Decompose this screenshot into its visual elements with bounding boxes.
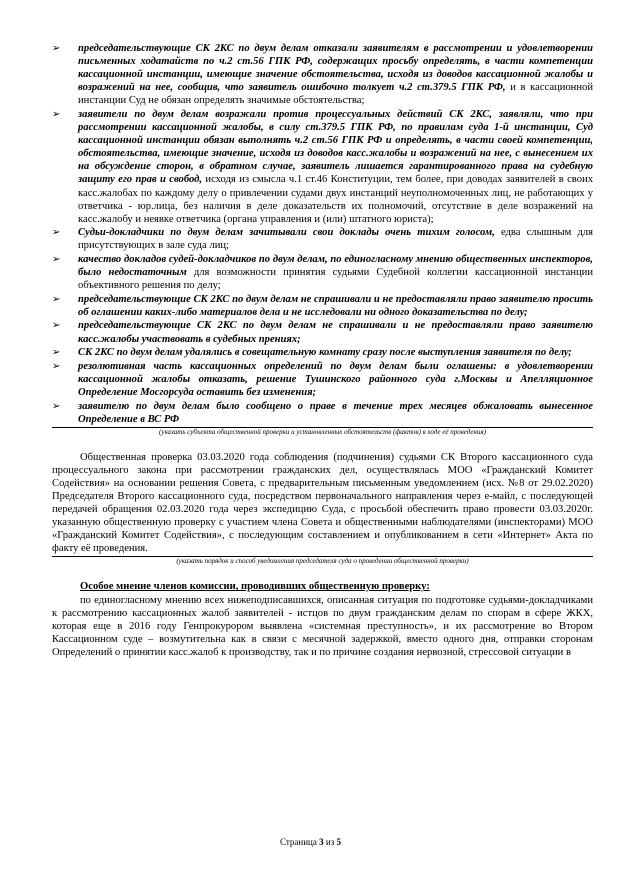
bullet-plain-text: исходя из смысла ч.1 ст.46 Конституции, тем более, при доводах заявителей в своих касс.жалобах по каждому делу о привлечении судами двух инстанций неуполномоченных лиц, не работающих у ответчика - юр.лица, без наличия в деле доказательств их полномочий, отсутствие в деле возражений на касс.жалобу и неявке ответчика (органа управления и (или) штатного юриста); (78, 174, 593, 225)
section-heading: Особое мнение членов комиссии, проводивших общественную проверку: (80, 581, 430, 593)
bullet-item (52, 360, 593, 399)
bullet-arrow-icon: ➢ (52, 108, 61, 120)
bullet-plain-text: для возможности принятия судьями Судебной коллегии кассационной инстанции объективного решения по делу; (78, 267, 593, 292)
bullet-arrow-icon: ➢ (52, 360, 61, 372)
bullet-list (52, 42, 593, 426)
bullet-item (52, 108, 593, 226)
bullet-emphasis-text: качество докладов судей-докладчиков по двум делам, по единогласному мнению общественных инспекторов, было недостаточным (78, 254, 593, 279)
footer-total-pages: 5 (336, 837, 341, 847)
bullet-arrow-icon: ➢ (52, 320, 61, 332)
bullet-item (52, 346, 593, 359)
bullet-emphasis-text: заявители по двум делам возражали против процессуальных действий СК 2КС, заявляли, что при рассмотрении кассационной жалобы, в силу ст.379.5 ГПК РФ, по правилам суда 1-й инстанции, Суд кассационной инстанции обязан выполнять ч.2 ст.56 ГПК РФ и определять, в части своей компетенции, обстоятельства, имеющие значение, исходя из доводов касс.жалобы и возражений на нее, с вынесением их на обсуждение сторон, в обратном случае, заявитель лишается гарантированного права на судебную защиту его прав и свобод, (78, 108, 593, 186)
bullet-item (52, 253, 593, 292)
bullet-emphasis-text: заявителю по двум делам было сообщено о праве в течение трех месяцев обжаловать вынесенное Определение в ВС РФ (78, 400, 593, 425)
bullet-emphasis-text: председательствующие СК 2КС по двум делам не спрашивали и не предоставляли право заявителю касс.жалобы участвовать в судебных прениях; (78, 320, 593, 345)
bullet-arrow-icon: ➢ (52, 293, 61, 305)
page-footer (0, 837, 621, 847)
bullet-plain-text: едва слышным для присутствующих в зале суда лиц; (78, 227, 594, 252)
bullet-plain-text: и в кассационной инстанции Суд не обязан определять значимые обстоятельства; (78, 82, 593, 107)
bullet-emphasis-text: Судьи-докладчики по двум делам зачитывали свои доклады очень тихим голосом, (78, 227, 495, 239)
bullet-item (52, 226, 593, 252)
note-notification: (указать порядок и способ уведомления председателя суда о проведении общественной проверки) (52, 556, 593, 566)
bullet-arrow-icon: ➢ (52, 400, 61, 412)
bullet-arrow-icon: ➢ (52, 227, 61, 239)
note-subject-facts: (указать субъекта общественной проверки и установленных обстоятельств (фактов) в ходе её проведения) (52, 427, 593, 437)
footer-middle: из (323, 837, 337, 847)
footer-current-page: 3 (319, 837, 324, 847)
bullet-arrow-icon: ➢ (52, 254, 61, 265)
bullet-emphasis-text: председательствующие СК 2КС по двум делам не спрашивали и не предоставляли право заявителю просить об оглашении каких-либо материалов дела и не исследовали ни одного доказательства по делу; (78, 293, 593, 318)
paragraph-inspection: Общественная проверка 03.03.2020 года соблюдения (подчинения) судьями СК Второго кассационного суда процессуального закона при рассмотрении гражданских дел, осуществлялась МОО «Гражданский Комитет Содействия» на основании решения Совета, с предварительным письменным уведомлением (исх. №8 от 29.02.2020) Председателя Второго кассационного суда, посредством первоначального направления через е-майл, с последующей передачей обращения 02.03.2020 года через экспедицию Суда, с просьбой обеспечить право провести 03.03.2020г. указанную общественную проверку с участием члена Совета и общественными наблюдателями (инспекторами) МОО «Гражданский Комитет Содействия», с последующим составлением и опубликованием в сети «Интернет» Акта по факту её проведения. (52, 451, 593, 555)
bullet-emphasis-text: СК 2КС по двум делам удалялись в совещательную комнату сразу после выступления заявителя по делу; (78, 347, 572, 359)
paragraph-opinion: по единогласному мнению всех нижеподписавшихся, описанная ситуация по подготовке судьями-докладчиками к рассмотрению кассационных жалоб заявителей - истцов по двум гражданским делам по спорам в сфере ЖКХ, которая еще в 2016 году Генпрокурором выявлена «системная преступность», и их рассмотрение во Втором Кассационном суде – возмутительна как в связи с месячной задержкой, вместо одного дня, отправки сторонам Определений о принятии касс.жалоб к производству, так и по причине создания нервозной, стрессовой ситуации в (52, 594, 593, 658)
bullet-item (52, 42, 593, 107)
bullet-arrow-icon: ➢ (52, 347, 61, 359)
bullet-item (52, 400, 593, 426)
bullet-item (52, 293, 593, 319)
bullet-item (52, 319, 593, 345)
bullet-emphasis-text: председательствующие СК 2КС по двум делам отказали заявителям в рассмотрении и удовлетворении письменных ходатайств по ч.2 ст.56 ГПК РФ, содержащих просьбу определять, в части компетенции кассационной инстанции, имеющие значение обстоятельства, исходя из доводов кассационной жалобы и возражений на нее, сообщив, что заявитель ошибочно толкует ч.2 ст.379.5 ГПК РФ, (78, 43, 593, 94)
bullet-emphasis-text: резолютивная часть кассационных определений по двум делам были оглашены: в удовлетворении кассационной жалобы отказать, решение Тушинского районного суда г.Москвы и Апелляционное Определение Мосгорсуда оставить без изменения; (78, 360, 593, 398)
footer-prefix: Страница (280, 837, 320, 847)
bullet-arrow-icon: ➢ (52, 43, 61, 54)
